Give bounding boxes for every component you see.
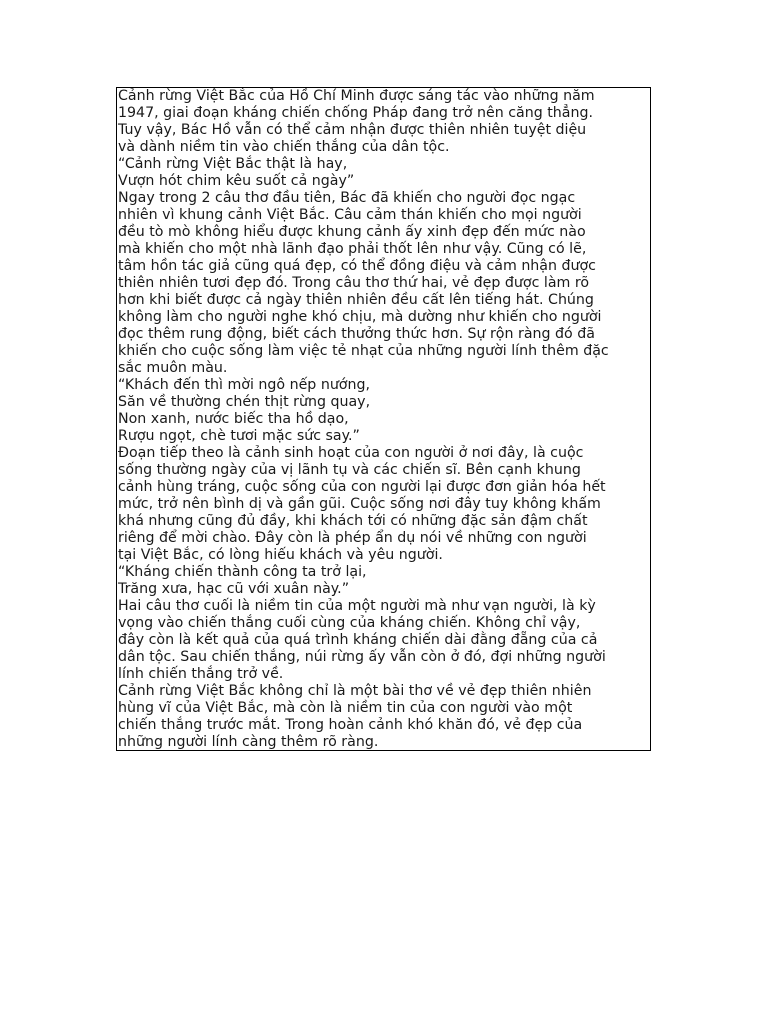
text-line: không làm cho người nghe khó chịu, mà dường như khiến cho người — [118, 309, 602, 325]
text-line: tâm hồn tác giả cũng quá đẹp, có thể đồng điệu và cảm nhận được — [118, 258, 596, 274]
poem-line: Non xanh, nước biếc tha hồ dạo, — [118, 411, 349, 427]
text-line: Cảnh rừng Việt Bắc của Hồ Chí Minh được sáng tác vào những năm — [118, 88, 595, 104]
text-line: mà khiến cho một nhà lãnh đạo phải thốt lên như vậy. Cũng có lẽ, — [118, 241, 587, 257]
text-line: dân tộc. Sau chiến thắng, núi rừng ấy vẫn còn ở đó, đợi những người — [118, 649, 606, 665]
text-line: sống thường ngày của vị lãnh tụ và các chiến sĩ. Bên cạnh khung — [118, 462, 581, 478]
text-line: những người lính càng thêm rõ ràng. — [118, 734, 379, 750]
text-line: đọc thêm rung động, biết cách thưởng thức hơn. Sự rộn ràng đó đã — [118, 326, 595, 342]
text-line: mức, trở nên bình dị và gần gũi. Cuộc sống nơi đây tuy không khấm — [118, 496, 601, 512]
text-line: vọng vào chiến thắng cuối cùng của kháng chiến. Không chỉ vậy, — [118, 615, 581, 631]
poem-line: “Cảnh rừng Việt Bắc thật là hay, — [118, 156, 348, 172]
text-line: Đoạn tiếp theo là cảnh sinh hoạt của con người ở nơi đây, là cuộc — [118, 445, 584, 461]
text-line: và dành niềm tin vào chiến thắng của dân tộc. — [118, 139, 450, 155]
text-line: Hai câu thơ cuối là niềm tin của một người mà như vạn người, là kỳ — [118, 598, 596, 614]
text-line: cảnh hùng tráng, cuộc sống của con người lại được đơn giản hóa hết — [118, 479, 606, 495]
text-line: lính chiến thắng trở về. — [118, 666, 284, 682]
poem-line: Trăng xưa, hạc cũ với xuân này.” — [118, 581, 350, 597]
text-line: chiến thắng trước mắt. Trong hoàn cảnh khó khăn đó, vẻ đẹp của — [118, 717, 583, 733]
text-line: khá nhưng cũng đủ đầy, khi khách tới có những đặc sản đậm chất — [118, 513, 588, 529]
text-line: đều tò mò không hiểu được khung cảnh ấy xinh đẹp đến mức nào — [118, 224, 586, 240]
poem-line: Săn về thường chén thịt rừng quay, — [118, 394, 371, 410]
text-line: thiên nhiên tươi đẹp đó. Trong câu thơ thứ hai, vẻ đẹp được làm rõ — [118, 275, 590, 291]
document-text-box — [116, 87, 651, 751]
text-line: tại Việt Bắc, có lòng hiếu khách và yêu người. — [118, 547, 443, 563]
poem-line: Rượu ngọt, chè tươi mặc sức say.” — [118, 428, 360, 444]
text-line: khiến cho cuộc sống làm việc tẻ nhạt của những người lính thêm đặc — [118, 343, 609, 359]
text-line: Tuy vậy, Bác Hồ vẫn có thể cảm nhận được thiên nhiên tuyệt diệu — [118, 122, 587, 138]
poem-line: “Khách đến thì mời ngô nếp nướng, — [118, 377, 370, 393]
text-line: sắc muôn màu. — [118, 360, 228, 376]
text-line: 1947, giai đoạn kháng chiến chống Pháp đang trở nên căng thẳng. — [118, 105, 593, 121]
text-line: riêng để mời chào. Đây còn là phép ẩn dụ nói về những con người — [118, 530, 587, 546]
poem-line: “Kháng chiến thành công ta trở lại, — [118, 564, 367, 580]
text-line: Cảnh rừng Việt Bắc không chỉ là một bài thơ về vẻ đẹp thiên nhiên — [118, 683, 592, 699]
text-line: hơn khi biết được cả ngày thiên nhiên đều cất lên tiếng hát. Chúng — [118, 292, 594, 308]
text-line: hùng vĩ của Việt Bắc, mà còn là niềm tin của con người vào một — [118, 700, 573, 716]
text-line: Ngay trong 2 câu thơ đầu tiên, Bác đã khiến cho người đọc ngạc — [118, 190, 576, 206]
poem-line: Vượn hót chim kêu suốt cả ngày” — [118, 173, 355, 189]
text-line: đây còn là kết quả của quá trình kháng chiến dài đằng đẵng của cả — [118, 632, 598, 648]
text-line: nhiên vì khung cảnh Việt Bắc. Câu cảm thán khiến cho mọi người — [118, 207, 582, 223]
